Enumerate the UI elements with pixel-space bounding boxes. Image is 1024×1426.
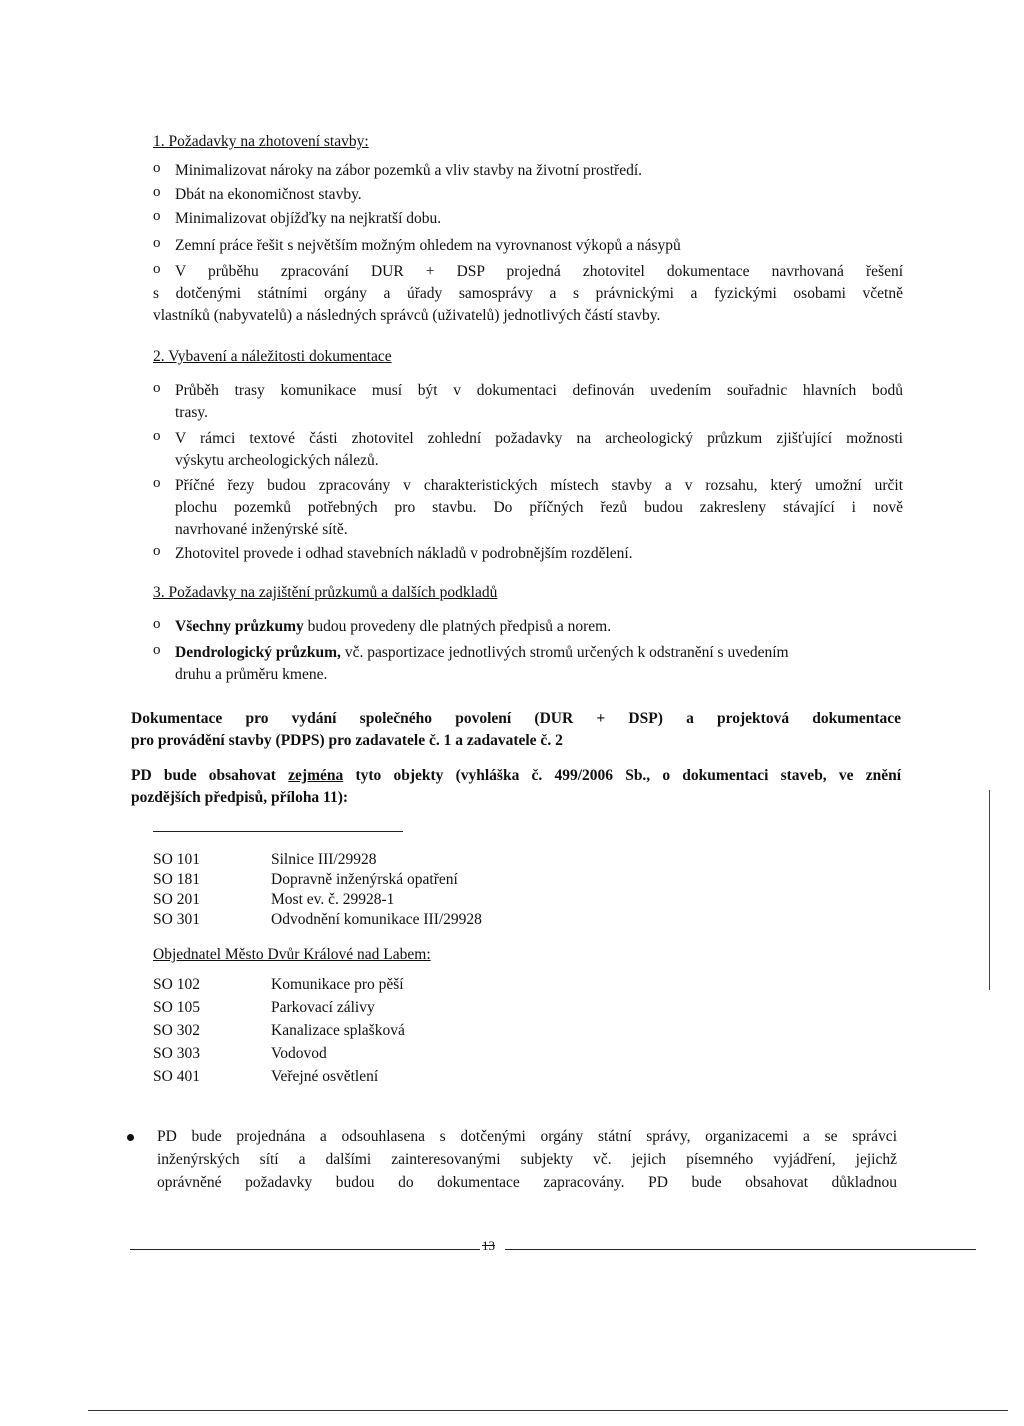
section3-item-2: Dendrologický průzkum, vč. pasportizace jednotlivých stromů určených k odstranění s uvedením druhu a průměru kmene. [175,644,789,683]
final-bullet-paragraph: PD bude projednána a odsouhlasena s dotčenými orgány státní správy, organizacemi a se správci inženýrských sítí a dalšími zainteresovanými subjekty vč. jejich písemného vyjádření, jejichž oprávněné požadavky budou do dokumentace zapracovány. PD bude obsahovat důkladnou [157,1128,897,1191]
bullet-marker: o [153,543,161,559]
footer-rule-right [505,1249,976,1250]
bullet-marker: o [153,261,161,277]
bullet-marker: o [153,475,161,491]
object-name: Parkovací zálivy [271,999,375,1016]
paragraph-documentation-scope: Dokumentace pro vydání společného povolení (DUR + DSP) a projektová dokumentace pro provádění stavby (PDPS) pro zadavatele č. 1 a zadavatele č. 2 [131,710,901,749]
object-code: SO 201 [153,891,200,908]
section2-item-4: Zhotovitel provede i odhad stavebních nákladů v podrobnějším rozdělení. [175,545,633,562]
object-code: SO 105 [153,999,200,1016]
object-name: Komunikace pro pěší [271,976,404,993]
bullet-dot-icon [127,1134,134,1141]
section1-item-5-cont: s dotčenými státními orgány a úřady samosprávy a s právnickými a fyzickými osobami včetně vlastníků (nabyvatelů) a následných správců (uživatelů) jednotlivých částí stavby. [153,285,903,324]
object-name: Dopravně inženýrská opatření [271,871,458,888]
section2-item-1: Průběh trasy komunikace musí být v dokumentaci definován uvedením souřadnic hlavních bodů trasy. [175,382,903,421]
objects-separator [153,831,403,832]
object-name: Odvodnění komunikace III/29928 [271,911,482,928]
page-number: 13 [482,1238,495,1253]
object-code: SO 303 [153,1045,200,1062]
section1-item-4: Zemní práce řešit s největším možným ohledem na vyrovnanost výkopů a násypů [175,237,681,254]
bullet-marker: o [153,380,161,396]
bullet-marker: o [153,208,161,224]
bullet-marker: o [153,184,161,200]
object-code: SO 401 [153,1068,200,1085]
bullet-marker: o [153,160,161,176]
object-name: Kanalizace splašková [271,1022,405,1039]
section2-item-3: Příčné řezy budou zpracovány v charakteristických místech stavby a v rozsahu, který umožní určit plochu pozemků potřebných pro stavbu. Do příčných řezů budou zakresleny stávající i nově navrhované inženýrské sítě. [175,477,903,538]
object-code: SO 101 [153,851,200,868]
section2-heading: 2. Vybavení a náležitosti dokumentace [153,348,392,365]
section1-item-2: Dbát na ekonomičnost stavby. [175,186,362,203]
section3-heading: 3. Požadavky na zajištění průzkumů a dalších podkladů [153,584,498,601]
bullet-marker: o [153,616,161,632]
object-name: Silnice III/29928 [271,851,377,868]
object-code: SO 302 [153,1022,200,1039]
section2-item-2: V rámci textové části zhotovitel zohlední požadavky na archeologický průzkum zjišťující možnosti výskytu archeologických nálezů. [175,430,903,469]
client-heading: Objednatel Město Dvůr Králové nad Labem: [153,946,431,963]
object-code: SO 301 [153,911,200,928]
bullet-marker: o [153,642,161,658]
scan-bottom-line [88,1410,1008,1411]
section3-item-1: Všechny průzkumy budou provedeny dle platných předpisů a norem. [175,618,612,635]
paragraph-objects-intro: PD bude obsahovat zejména tyto objekty (vyhláška č. 499/2006 Sb., o dokumentaci staveb, ve znění pozdějších předpisů, příloha 11): [131,767,901,806]
bullet-marker: o [153,428,161,444]
scan-margin-line [989,790,990,990]
section1-heading: 1. Požadavky na zhotovení stavby: [153,133,369,150]
footer-rule-left [130,1249,480,1250]
section1-item-5: V průběhu zpracování DUR + DSP projedná zhotovitel dokumentace navrhovaná řešení [175,263,903,280]
section1-item-1: Minimalizovat nároky na zábor pozemků a vliv stavby na životní prostředí. [175,162,643,179]
object-name: Veřejné osvětlení [271,1068,379,1085]
object-code: SO 102 [153,976,200,993]
section1-item-3: Minimalizovat objížďky na nejkratší dobu. [175,210,442,227]
bullet-marker: o [153,235,161,251]
object-name: Most ev. č. 29928-1 [271,891,395,908]
object-code: SO 181 [153,871,200,888]
object-name: Vodovod [271,1045,327,1062]
